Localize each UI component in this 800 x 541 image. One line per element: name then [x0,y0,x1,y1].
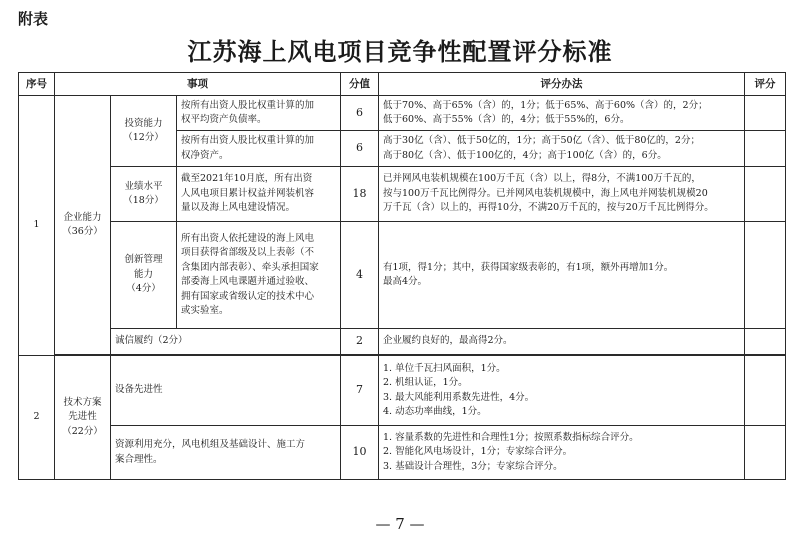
category-points: （22分） [62,425,103,437]
item-description [177,96,341,131]
text-line: 量以及海上风电建设情况。 [181,202,296,214]
text-line: 设备先进性 [115,384,163,396]
scoring-method [379,131,745,167]
text-line: 案合理性。 [115,453,163,465]
table-row [19,426,786,480]
text-line: 已并网风电装机规模在100万千瓦（含）以上，得8分，不满100万千瓦的， [383,173,701,185]
text-line: 高于30亿（含）、低于50亿的，1分；高于50亿（含）、低于80亿的，2分； [383,135,700,146]
header-rating: 评分 [745,73,786,96]
score-value: 6 [341,131,379,167]
scoring-table [18,72,786,480]
score-value: 4 [341,222,379,329]
table-row [19,356,786,426]
scoring-method [379,222,745,329]
rating-cell[interactable] [745,356,786,426]
text-line: 拥有国家或省级认定的技术中心 [181,290,315,302]
header-row [19,73,786,96]
rating-cell[interactable] [745,167,786,222]
item-description [177,167,341,222]
header-method: 评分办法 [379,73,745,96]
scoring-method [379,356,745,426]
section-number: 1 [19,96,55,356]
subcategory-points: （4分） [126,283,161,295]
text-line: 4. 动态功率曲线，1分。 [383,406,487,417]
table-row [19,222,786,329]
text-line: 按与100万千瓦比例得分。已并网风电装机规模中，海上风电并网装机规模20 [383,187,708,199]
text-line: 高于80亿（含）、低于100亿的，4分；高于100亿（含）的，6分。 [383,149,667,161]
text-line: 3. 最大风能利用系数先进性，4分。 [383,391,535,403]
section-number: 2 [19,356,55,480]
rating-cell[interactable] [745,426,786,480]
subcategory-label: 能力 [133,268,153,280]
text-line: 低于70%、高于65%（含）的，1分；低于65%、高于60%（含）的，2分； [383,99,708,111]
table-row [19,96,786,131]
category-label: 技术方案 [63,396,102,408]
score-value: 10 [341,426,379,480]
header-score: 分值 [341,73,379,96]
text-line: 项目获得省部级及以上表彰（不 [181,247,315,258]
text-line: 2. 机组认证，1分。 [383,377,468,388]
text-line: 有1项，得1分；其中，获得国家级表彰的，有1项，额外再增加1分。 [383,261,674,273]
text-line: 或实验室。 [181,305,229,316]
score-value: 2 [341,329,379,355]
scoring-method [379,426,745,480]
table-row [19,329,786,355]
subcategory-label: 业绩水平 [124,180,163,192]
text-line: 人风电项目累计权益并网装机容 [181,187,315,199]
text-line: 含集团内部表彰）、牵头承担国家 [181,261,319,273]
rating-cell[interactable] [745,222,786,329]
subcategory-label: 创新管理 [124,254,163,266]
category-cell [55,356,111,480]
document-title: 江苏海上风电项目竞争性配置评分标准 [187,38,613,66]
subcategory-cell [111,167,177,222]
subcategory-cell [111,222,177,329]
subcategory-label: 投资能力 [124,117,163,129]
category-label: 企业能力 [63,211,102,223]
text-line: 截至2021年10月底，所有出资 [181,173,313,185]
item-description [111,356,341,426]
category-cell [55,96,111,355]
rating-cell[interactable] [745,131,786,167]
scoring-method [379,167,745,222]
text-line: 万千瓦（含）以上的，再得10分，不满20万千瓦的，按与20万千瓦比例得分。 [383,202,714,214]
item-description: 诚信履约（2分） [111,329,341,355]
scoring-method: 企业履约良好的，最高得2分。 [379,329,745,355]
text-line: 最高4分。 [383,276,428,287]
item-description [111,426,341,480]
item-description [177,222,341,329]
score-value: 6 [341,96,379,131]
text-line: 部委海上风电课题并通过验收、 [181,276,315,287]
text-line: 按所有出资人股比权重计算的加 [181,135,315,146]
rating-cell[interactable] [745,329,786,355]
subcategory-points: （12分） [123,132,164,143]
text-line: 3. 基础设计合理性，3分；专家综合评分。 [383,460,563,472]
text-line: 1. 单位千瓦扫风面积，1分。 [383,362,506,374]
header-no: 序号 [19,73,55,96]
category-points: （36分） [62,226,103,237]
item-description [177,131,341,167]
text-line: 权平均资产负债率。 [181,114,267,125]
page-number: — 7 — [375,515,425,533]
attachment-label: 附表 [18,10,49,28]
text-line: 所有出资人依托建设的海上风电 [181,232,315,244]
scoring-method [379,96,745,131]
text-line: 权净资产。 [181,149,229,161]
text-line: 低于60%、高于55%（含）的，4分；低于55%的，6分。 [383,114,630,125]
table-row [19,167,786,222]
header-item: 事项 [55,73,341,96]
score-value: 7 [341,356,379,426]
text-line: 按所有出资人股比权重计算的加 [181,99,315,111]
subcategory-points: （18分） [123,195,164,206]
text-line: 2. 智能化风电场设计，1分；专家综合评分。 [383,446,573,458]
text-line: 1. 容量系数的先进性和合理性1分；按照系数指标综合评分。 [383,431,639,443]
subcategory-cell [111,96,177,167]
score-value: 18 [341,167,379,222]
rating-cell[interactable] [745,96,786,131]
text-line: 资源利用充分，风电机组及基础设计、施工方 [115,439,306,450]
category-label: 先进性 [68,411,97,423]
